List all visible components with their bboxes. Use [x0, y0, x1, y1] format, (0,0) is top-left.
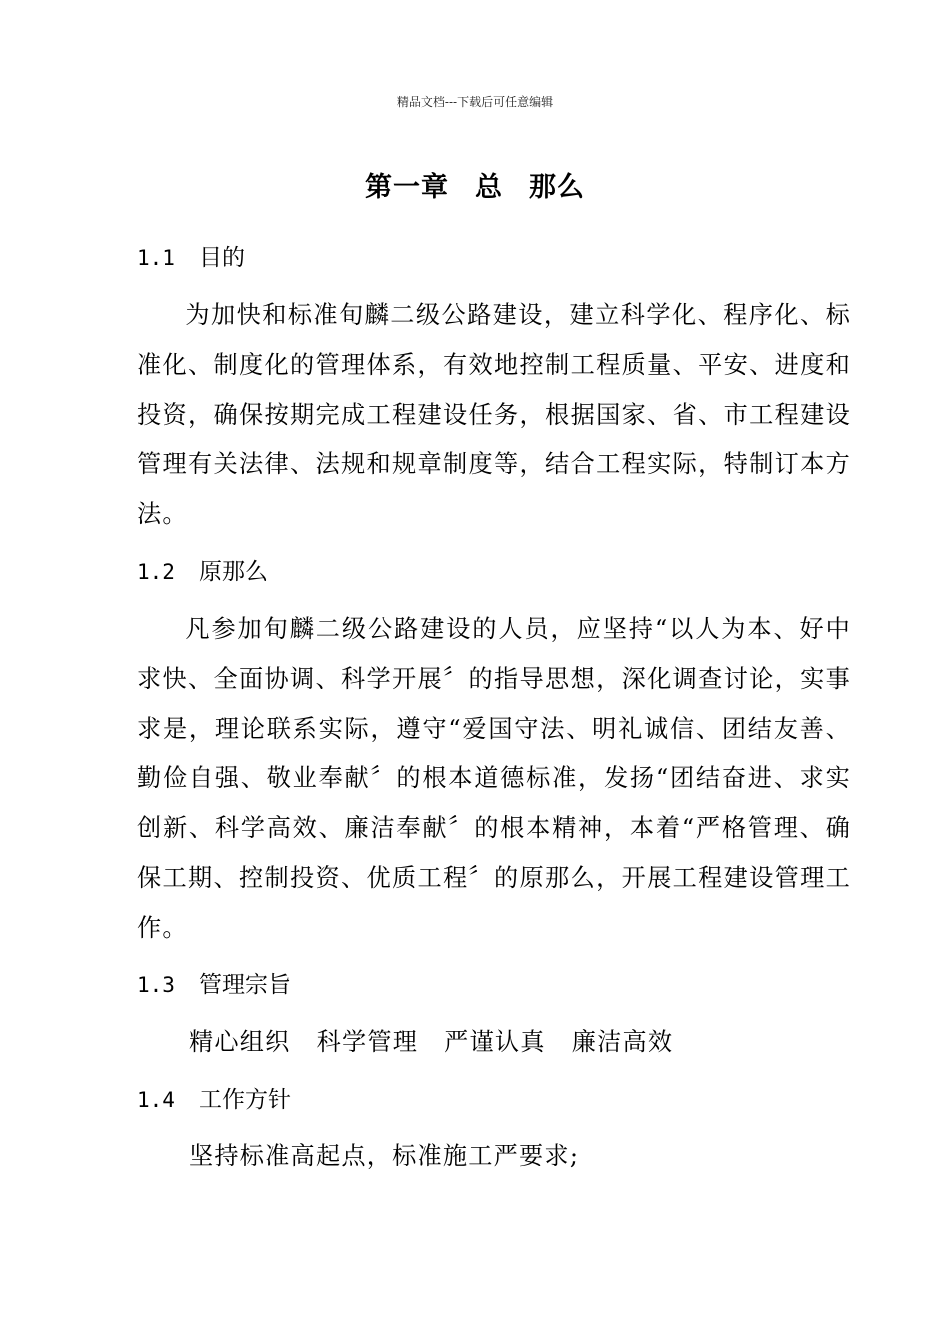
section-heading-1-4 [137, 1085, 291, 1115]
section-body-1-2: 凡参加旬麟二级公路建设的人员，应坚持“以人为本、好中求快、全面协调、科学开展〞的指导思想，深化调查讨论，实事求是，理论联系实际，遵守“爱国守法、明礼诚信、团结友善、勤俭自强、敬业奉献〞的根本道德标准，发扬“团结奋进、求实创新、科学高效、廉洁奉献〞的根本精神，本着“严格管理、确保工期、控制投资、优质工程〞的原那么，开展工程建设管理工作。 [137, 615, 851, 942]
section-heading-1-1 [137, 243, 245, 273]
motto-item: 廉洁高效 [571, 1028, 674, 1056]
section-heading-1-3 [137, 970, 291, 1000]
section-title: 目的 [199, 245, 245, 271]
management-motto [189, 1027, 699, 1057]
chapter-number: 第一章 [365, 172, 449, 203]
section-number: 1.1 [137, 246, 175, 270]
section-number: 1.3 [137, 973, 175, 997]
section-body-1-1: 为加快和标准旬麟二级公路建设，建立科学化、程序化、标准化、制度化的管理体系，有效地控制工程质量、平安、进度和投资，确保按期完成工程建设任务，根据国家、省、市工程建设管理有关法律、法规和规章制度等，结合工程实际，特制订本方法。 [137, 301, 851, 529]
chapter-title [0, 170, 950, 206]
section-heading-1-2 [137, 557, 268, 587]
motto-item: 严谨认真 [444, 1028, 546, 1056]
header-note: 精品文档---下载后可任意编辑 [396, 95, 554, 109]
motto-item: 精心组织 [189, 1028, 291, 1056]
chapter-title-word-2: 那么 [529, 172, 585, 203]
section-title: 管理宗旨 [199, 972, 291, 998]
section-number: 1.2 [137, 560, 175, 584]
section-number: 1.4 [137, 1088, 175, 1112]
section-title: 原那么 [199, 559, 268, 585]
section-title: 工作方针 [199, 1087, 291, 1113]
motto-item: 科学管理 [316, 1028, 419, 1056]
chapter-title-word-1: 总 [475, 172, 503, 203]
section-body-1-4: 坚持标准高起点，标准施工严要求; [189, 1142, 580, 1170]
